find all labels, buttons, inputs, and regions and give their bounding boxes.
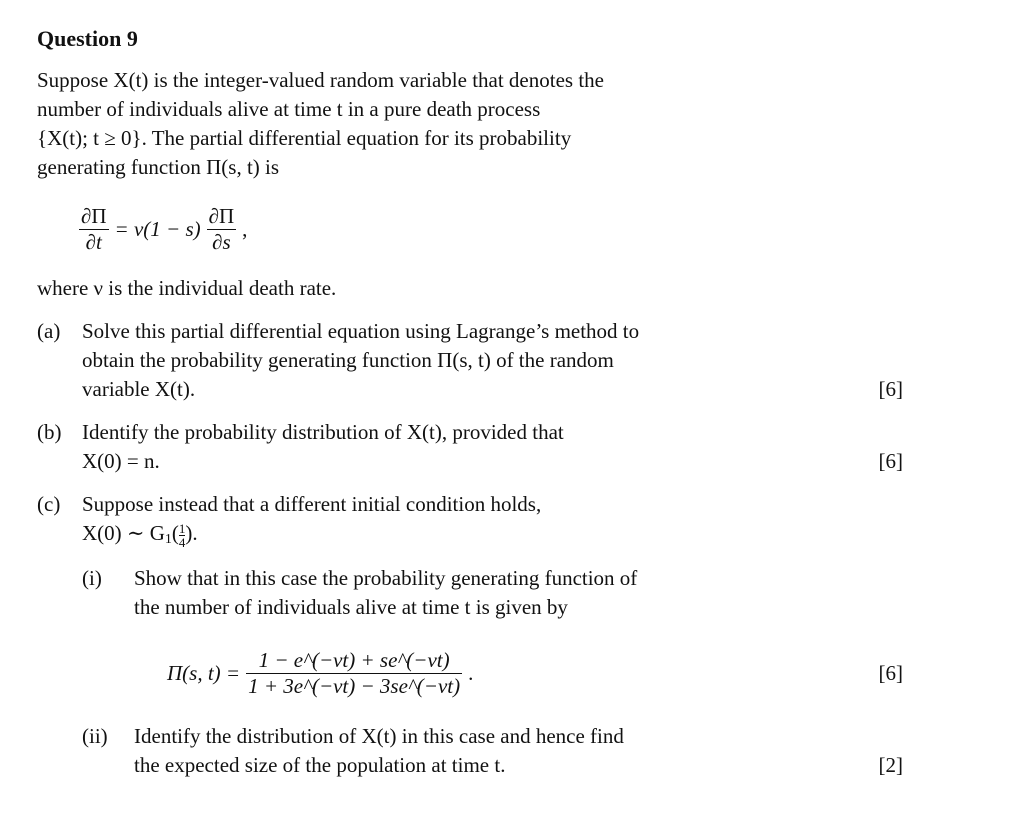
pgf-tail: . bbox=[468, 660, 474, 685]
part-c-i-marks: [6] bbox=[878, 661, 903, 685]
pgf-equation bbox=[167, 634, 917, 712]
part-b-line-2: X(0) = n. bbox=[82, 449, 160, 473]
part-a-label: (a) bbox=[37, 319, 61, 343]
part-c-close-paren: ). bbox=[185, 521, 198, 545]
part-c-ii-line-1: Identify the distribution of X(t) in this case and hence find bbox=[134, 724, 624, 748]
pgf-denominator: 1 + 3e^(−νt) − 3se^(−νt) bbox=[248, 673, 461, 698]
part-c-ii-label: (ii) bbox=[82, 724, 108, 748]
part-b bbox=[37, 418, 917, 476]
intro-line-3: {X(t); t ≥ 0}. The partial differential equation for its probability bbox=[37, 126, 572, 150]
part-c-open-paren: ( bbox=[171, 521, 179, 545]
pde-lhs-fraction bbox=[79, 204, 109, 255]
where-text: where ν is the individual death rate. bbox=[37, 276, 337, 300]
pde-lhs-denominator: ∂t bbox=[85, 229, 102, 254]
pde-rhs-fraction bbox=[207, 204, 237, 255]
part-c-ii bbox=[82, 722, 917, 780]
part-c-i-label: (i) bbox=[82, 566, 102, 590]
quarter-denominator: 4 bbox=[178, 534, 186, 550]
quarter-numerator: 1 bbox=[178, 520, 186, 536]
part-c-line-1: Suppose instead that a different initial condition holds, bbox=[82, 492, 542, 516]
part-b-marks: [6] bbox=[878, 449, 903, 473]
intro-line-4: generating function Π(s, t) is bbox=[37, 155, 280, 179]
pde-rhs-denominator: ∂s bbox=[212, 229, 231, 254]
pde-tail: , bbox=[242, 216, 248, 241]
pgf-lhs: Π(s, t) = bbox=[167, 660, 241, 685]
part-c-ii-line-2: the expected size of the population at time t. bbox=[134, 753, 506, 777]
question-intro bbox=[37, 66, 767, 182]
pgf-fraction bbox=[246, 648, 462, 699]
part-b-line-1: Identify the probability distribution of X(t), provided that bbox=[82, 420, 564, 444]
part-a-marks: [6] bbox=[878, 377, 903, 401]
intro-line-1: Suppose X(t) is the integer-valued random variable that denotes the bbox=[37, 68, 604, 92]
part-c-line-2 bbox=[82, 519, 782, 554]
question-page bbox=[37, 20, 917, 780]
part-c-i-line-2: the number of individuals alive at time t is given by bbox=[134, 595, 568, 619]
part-c-i bbox=[82, 564, 917, 622]
part-b-label: (b) bbox=[37, 420, 62, 444]
part-c bbox=[37, 490, 917, 554]
intro-line-2: number of individuals alive at time t in a pure death process bbox=[37, 97, 541, 121]
pde-lhs-numerator: ∂Π bbox=[81, 203, 107, 228]
part-a-line-1: Solve this partial differential equation using Lagrange’s method to bbox=[82, 319, 640, 343]
pde-middle: = ν(1 − s) bbox=[114, 216, 201, 241]
pde-equation bbox=[79, 194, 917, 264]
part-a-line-2: obtain the probability generating function Π(s, t) of the random bbox=[82, 348, 614, 372]
part-c-condition-subscript: 1 bbox=[164, 532, 172, 547]
part-c-label: (c) bbox=[37, 492, 61, 516]
pgf-numerator: 1 − e^(−νt) + se^(−νt) bbox=[246, 648, 462, 674]
part-a bbox=[37, 317, 917, 404]
part-c-condition-prefix: X(0) ∼ G bbox=[82, 521, 165, 545]
part-a-line-3: variable X(t). bbox=[82, 377, 196, 401]
part-c-i-line-1: Show that in this case the probability generating function of bbox=[134, 566, 638, 590]
part-c-ii-marks: [2] bbox=[878, 753, 903, 777]
pde-rhs-numerator: ∂Π bbox=[208, 203, 235, 228]
question-title: Question 9 bbox=[37, 26, 138, 51]
